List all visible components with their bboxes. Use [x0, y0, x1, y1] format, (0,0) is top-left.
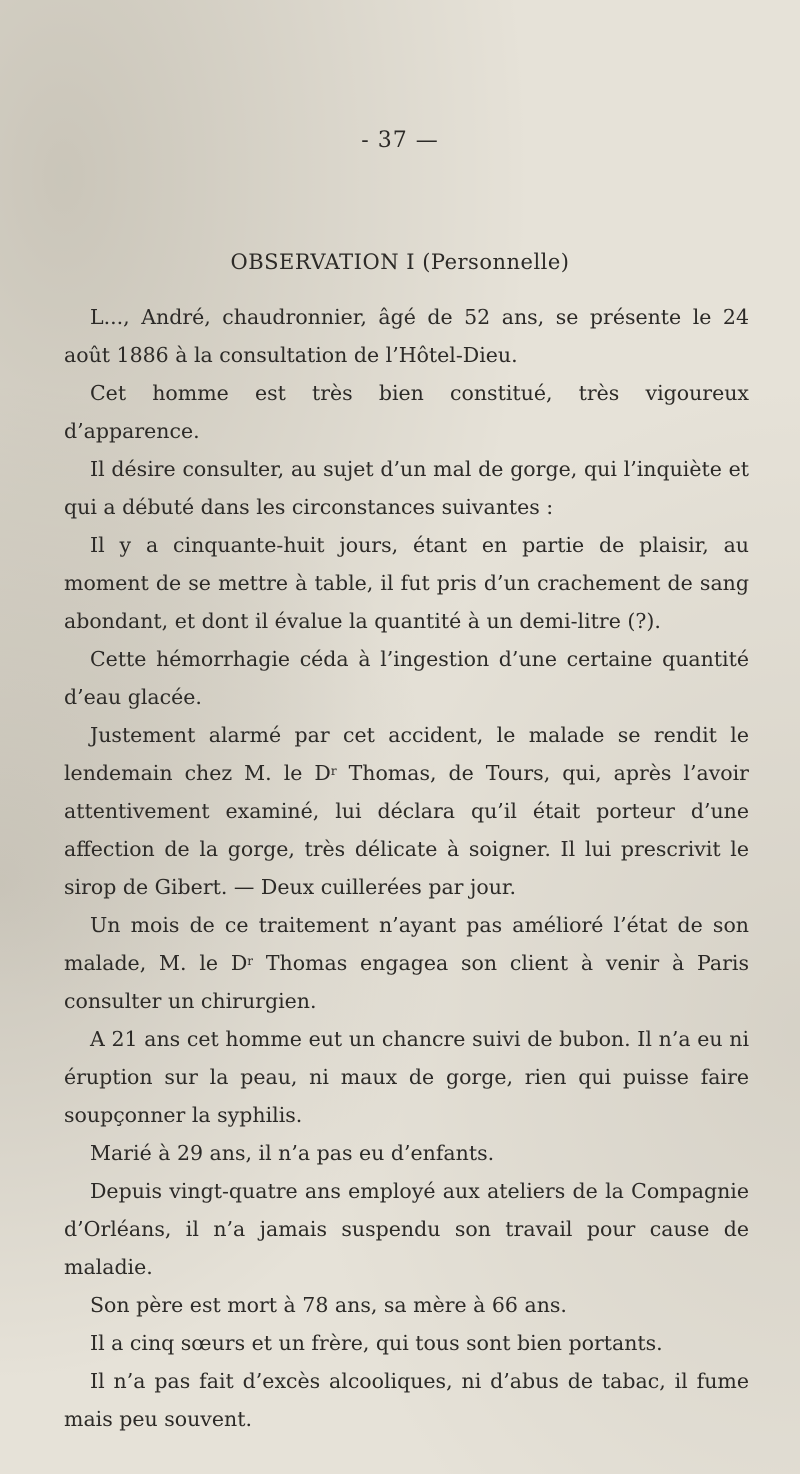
paragraph [64, 716, 749, 906]
paragraph-text: Un mois de ce traitement n’ayant pas amélioré l’état de son malade, M. le D [64, 913, 749, 975]
page-number: - 37 — [361, 128, 439, 153]
paragraph: L..., André, chaudronnier, âgé de 52 ans, se présente le 24 août 1886 à la consultation de l’Hôtel-Dieu. [64, 305, 749, 367]
observation-body [64, 298, 749, 1438]
paragraph-text: Justement alarmé par cet accident, le malade se rendit le lendemain chez M. le D [64, 723, 749, 785]
observation-heading: OBSERVATION I (Personnelle) [230, 250, 570, 274]
paragraph: Il y a cinquante-huit jours, étant en partie de plaisir, au moment de se mettre à table, il fut pris d’un crachement de sang abondant, et dont il évalue la quantité à un demi-litre (?). [64, 533, 749, 633]
paragraph-text: Thomas engagea son client à venir à Paris consulter un chirurgien. [64, 951, 749, 1013]
paragraph: Il n’a pas fait d’excès alcooliques, ni d’abus de tabac, il fume mais peu souvent. [64, 1369, 749, 1431]
paragraph: Cet homme est très bien constitué, très vigoureux d’apparence. [64, 381, 749, 443]
superscript: r [247, 954, 254, 968]
paragraph: Marié à 29 ans, il n’a pas eu d’enfants. [90, 1141, 495, 1165]
paragraph: Son père est mort à 78 ans, sa mère à 66 ans. [90, 1293, 567, 1317]
paragraph: Il a cinq sœurs et un frère, qui tous sont bien portants. [90, 1331, 663, 1355]
paragraph: Il désire consulter, au sujet d’un mal de gorge, qui l’inquiète et qui a débuté dans les circonstances suivantes : [64, 457, 749, 519]
paragraph: A 21 ans cet homme eut un chancre suivi de bubon. Il n’a eu ni éruption sur la peau, ni maux de gorge, rien qui puisse faire soupçonner la syphilis. [64, 1027, 749, 1127]
paragraph: Cette hémorrhagie céda à l’ingestion d’une certaine quantité d’eau glacée. [64, 647, 749, 709]
paragraph: Depuis vingt-quatre ans employé aux ateliers de la Compagnie d’Orléans, il n’a jamais suspendu son travail pour cause de maladie. [64, 1179, 749, 1279]
paragraph [64, 906, 749, 1020]
paragraph-text: Thomas, de Tours, qui, après l’avoir attentivement examiné, lui déclara qu’il était porteur d’une affection de la gorge, très délicate à soigner. Il lui prescrivit le sirop de Gibert. — Deux cuillerées par jour. [64, 761, 749, 899]
superscript: r [330, 764, 337, 778]
